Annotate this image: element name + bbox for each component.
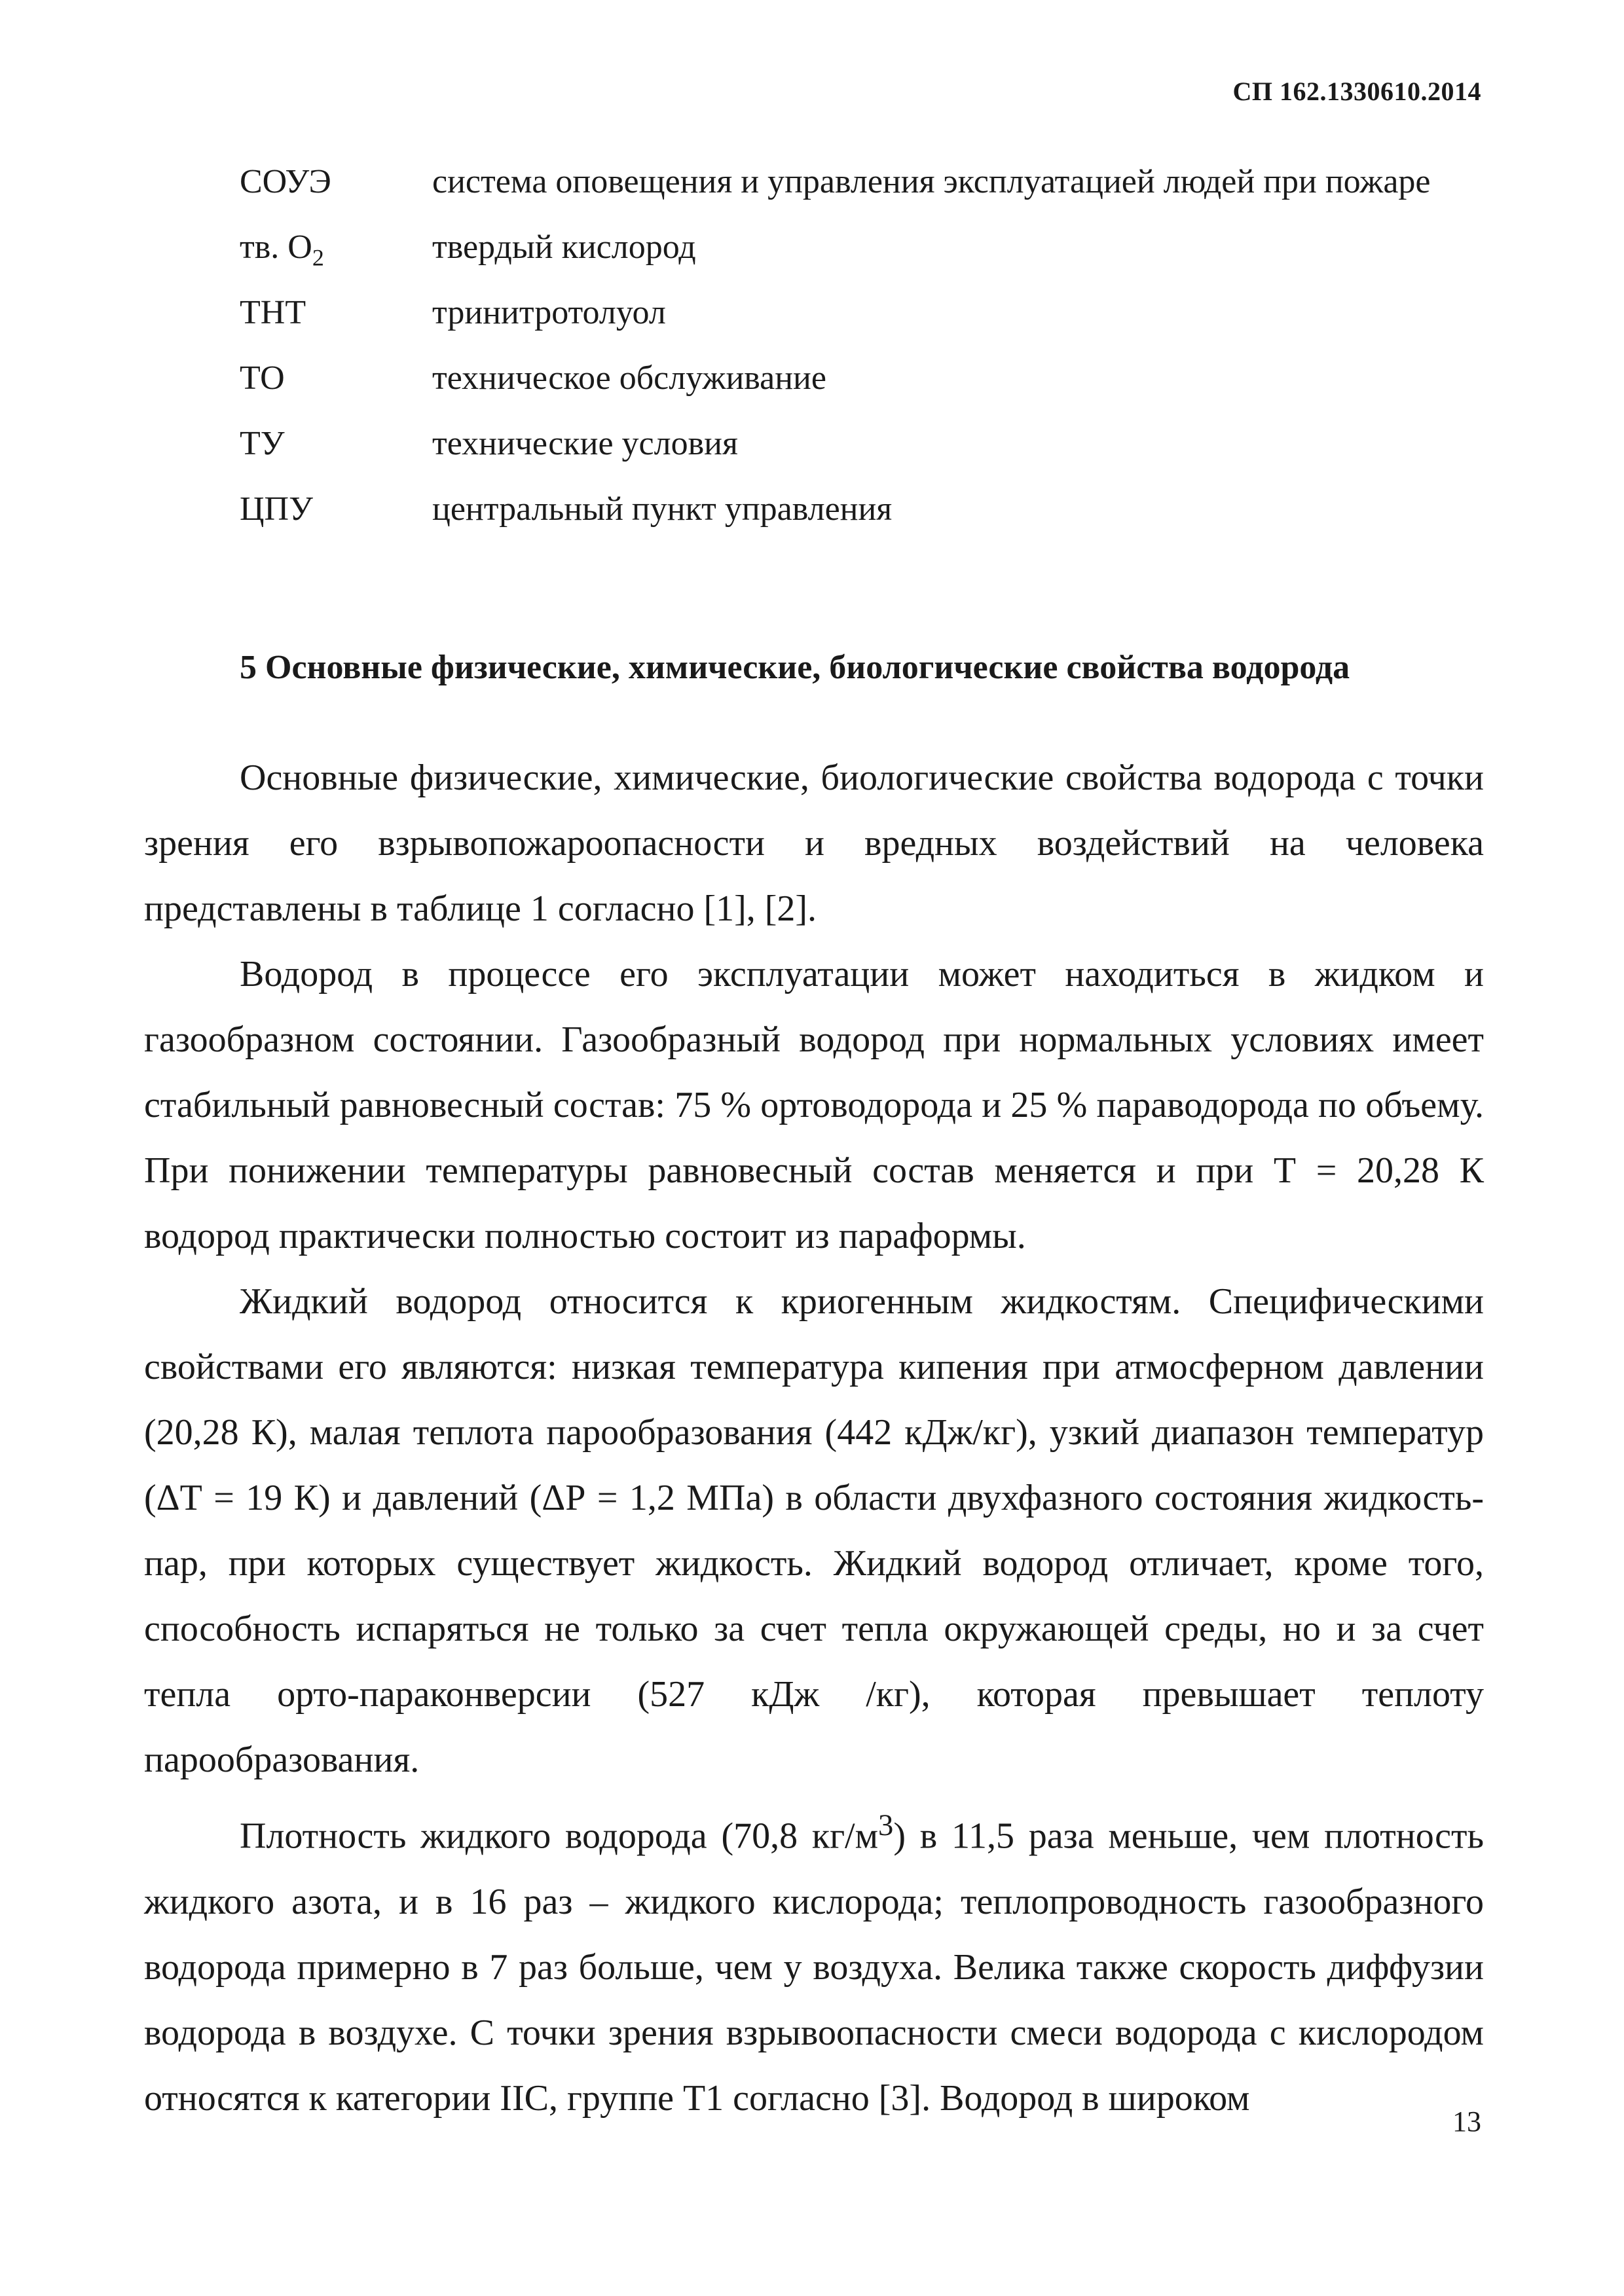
page-number: 13 [1452,2105,1481,2138]
paragraph: Жидкий водород относится к криогенным жидкостям. Специфическими свойствами его являются: низкая температура кипения при атмосферном давлении (20,28 К), малая теплота парообразования (442 кДж/кг), узкий диапазон температур (ΔТ = 19 К) и давлений (ΔР = 1,2 МПа) в области двухфазного состояния жидкость-пар, при которых существует жидкость. Жидкий водород отличает, кроме того, способность испаряться не только за счет тепла окружающей среды, но и за счет тепла орто-параконверсии (527 кДж /кг), которая превышает теплоту парообразования. [144,1281,1484,1780]
abbreviation-definition: технические условия [432,425,738,462]
abbreviation-term: ЦПУ [240,490,313,528]
abbreviation-definition: тринитротолуол [432,294,666,331]
section-heading: 5 Основные физические, химические, биологические свойства водорода [240,649,1350,686]
abbreviation-definition: твердый кислород [432,228,696,266]
abbreviation-term: СОУЭ [240,163,331,200]
abbreviation-row [240,477,1484,542]
abbreviation-row [240,411,1484,477]
abbreviation-term: ТО [240,359,285,397]
abbreviation-term-main: тв. О [240,228,312,266]
abbreviation-row [240,215,1484,280]
abbreviation-term: ТУ [240,425,285,462]
abbreviation-list [240,149,1484,542]
paragraph: Основные физические, химические, биологические свойства водорода с точки зрения его взрывопожароопасности и вредных воздействий на человека представлены в таблице 1 согласно [1], [2]. [144,757,1484,929]
abbreviation-term: ТНТ [240,294,306,331]
superscript: 3 [878,1808,894,1842]
paragraph: Водород в процессе его эксплуатации может находиться в жидком и газообразном состоянии. Газообразный водород при нормальных условиях имеет стабильный равновесный состав: 75 % ортоводорода и 25 % параводорода по объему. При понижении температуры равновесный состав меняется и при Т = 20,28 К водород практически полностью состоит из параформы. [144,954,1484,1256]
abbreviation-term-subscript: 2 [312,244,324,271]
abbreviation-row [240,346,1484,411]
abbreviation-term [240,215,432,280]
abbreviation-definition: система оповещения и управления эксплуатацией людей при пожаре [432,163,1431,200]
abbreviation-definition: техническое обслуживание [432,359,826,397]
paragraph-text: Плотность жидкого водорода (70,8 кг/м [240,1815,879,1857]
paragraph [144,1793,1484,2131]
abbreviation-definition: центральный пункт управления [432,490,893,528]
section-body [144,745,1484,2131]
document-code: СП 162.1330610.2014 [1232,77,1481,106]
abbreviation-row [240,280,1484,346]
abbreviation-row [240,149,1484,215]
paragraph-text: ) в 11,5 раза меньше, чем плотность жидкого азота, и в 16 раз – жидкого кислорода; теплопроводность газообразного водорода примерно в 7 раз больше, чем у воздуха. Велика также скорость диффузии водорода в воздухе. С точки зрения взрывоопасности смеси водорода с кислородом относятся к категории IIС, группе Т1 согласно [3]. Водород в широком [144,1815,1484,2119]
